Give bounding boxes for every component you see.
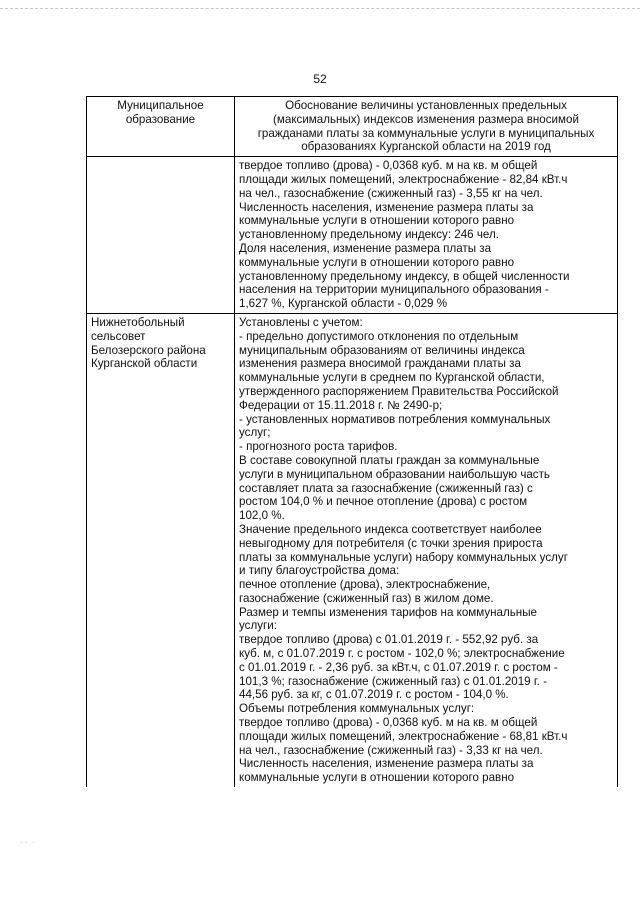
text-line: Нижнетобольный (91, 315, 185, 329)
justification-table (86, 96, 618, 787)
page-number: 52 (313, 72, 327, 86)
text-line: печное отопление (дрова), электроснабжение, (239, 578, 491, 592)
text-line: Доля населения, изменение размера платы за (239, 241, 492, 255)
text-line: Белозерского района (91, 343, 206, 357)
text-line: 44,56 руб. за кг, с 01.07.2019 г. с ростом - 104,0 %. (239, 688, 509, 702)
text-line: на чел., газоснабжение (сжиженный газ) - 3,55 кг на чел. (239, 186, 543, 200)
municipality-cell (87, 313, 235, 787)
table-header-row (87, 97, 618, 157)
text-line: услуги в муниципальном образовании наибольшую часть (239, 467, 550, 481)
text-line: В составе совокупной платы граждан за коммунальные (239, 453, 540, 467)
scan-margin-marks: · · · (20, 838, 35, 847)
text-line: Федерации от 15.11.2018 г. № 2490-р; (239, 398, 443, 412)
header-justification-line: гражданами платы за коммунальные услуги в муниципальных (257, 126, 595, 140)
table-row (87, 157, 618, 314)
header-municipality (87, 97, 235, 157)
text-line: Размер и темпы изменения тарифов на коммунальные (239, 605, 537, 619)
text-line: Установлены с учетом: (239, 315, 363, 329)
text-line: ростом 104,0 % и печное отопление (дрова) с ростом (239, 495, 528, 509)
justification-text-cell (235, 157, 618, 314)
text-line: площади жилых помещений, электроснабжение - 82,84 кВт.ч (239, 172, 568, 186)
text-line: платы за коммунальные услуги) набору коммунальных услуг (239, 550, 568, 564)
justification-text-cell (235, 313, 618, 787)
text-line: 102,0 %. (239, 509, 285, 523)
text-line: - прогнозного роста тарифов. (239, 440, 398, 454)
text-line: Численность населения, изменение размера платы за (239, 757, 534, 771)
table-row (87, 313, 618, 787)
header-municipality-line: Муниципальное (117, 99, 204, 112)
text-line: на чел., газоснабжение (сжиженный газ) - 3,33 кг на чел. (239, 743, 543, 757)
text-line: - предельно допустимого отклонения по отдельным (239, 329, 519, 343)
header-justification-line: образованиях Курганской области на 2019 год (301, 140, 551, 154)
text-line: твердое топливо (дрова) - 0,0368 куб. м на кв. м общей (239, 716, 538, 730)
text-line: услуги: (239, 619, 277, 633)
text-line: утвержденного распоряжением Правительства Российской (239, 384, 559, 398)
header-municipality-line: образование (125, 112, 196, 126)
text-line: коммунальные услуги в среднем по Курганской области, (239, 371, 545, 385)
text-line: муниципальным образованиям от величины индекса (239, 343, 525, 357)
text-line: 101,3 %; газоснабжение (сжиженный газ) с 01.01.2019 г. - (239, 674, 547, 688)
text-line: невыгодному для потребителя (с точки зрения прироста (239, 536, 543, 550)
text-line: Значение предельного индекса соответствует наиболее (239, 522, 542, 536)
text-line: изменения размера вносимой гражданами платы за (239, 357, 521, 371)
text-line: установленному предельному индексу: 246 чел. (239, 228, 499, 242)
text-line: Объемы потребления коммунальных услуг: (239, 702, 475, 716)
text-line: населения на территории муниципального образования - (239, 283, 549, 297)
text-line: Курганской области (91, 357, 198, 371)
municipality-cell-empty (87, 157, 235, 314)
text-line: сельсовет (91, 329, 146, 343)
text-line: с 01.01.2019 г. - 2,36 руб. за кВт.ч, с 01.07.2019 г. с ростом - (239, 660, 558, 674)
text-line: Численность населения, изменение размера платы за (239, 200, 534, 214)
scan-top-edge (0, 8, 640, 11)
header-justification (235, 97, 618, 157)
text-line: коммунальные услуги в отношении которого равно (239, 255, 515, 269)
text-line: и типу благоустройства дома: (239, 564, 400, 578)
text-line: - установленных нормативов потребления коммунальных (239, 412, 551, 426)
text-line: составляет плата за газоснабжение (сжиженный газ) с (239, 481, 533, 495)
text-line: газоснабжение (сжиженный газ) в жилом доме. (239, 591, 494, 605)
text-line: твердое топливо (дрова) с 01.01.2019 г. - 552,92 руб. за (239, 633, 539, 647)
text-line: площади жилых помещений, электроснабжение - 68,81 кВт.ч (239, 729, 568, 743)
header-justification-line: Обоснование величины установленных предельных (285, 99, 567, 112)
header-justification-line: (максимальных) индексов изменения размера вносимой (273, 112, 579, 126)
text-line: установленному предельному индексу, в общей численности (239, 269, 570, 283)
text-line: коммунальные услуги в отношении которого равно (239, 214, 515, 228)
text-line: твердое топливо (дрова) - 0,0368 куб. м на кв. м общей (239, 159, 538, 173)
text-line: 1,627 %, Курганской области - 0,029 % (239, 297, 448, 311)
text-line: коммунальные услуги в отношении которого равно (239, 771, 515, 785)
text-line: куб. м, с 01.07.2019 г. с ростом - 102,0 %; электроснабжение (239, 647, 565, 661)
text-line: услуг; (239, 426, 271, 440)
